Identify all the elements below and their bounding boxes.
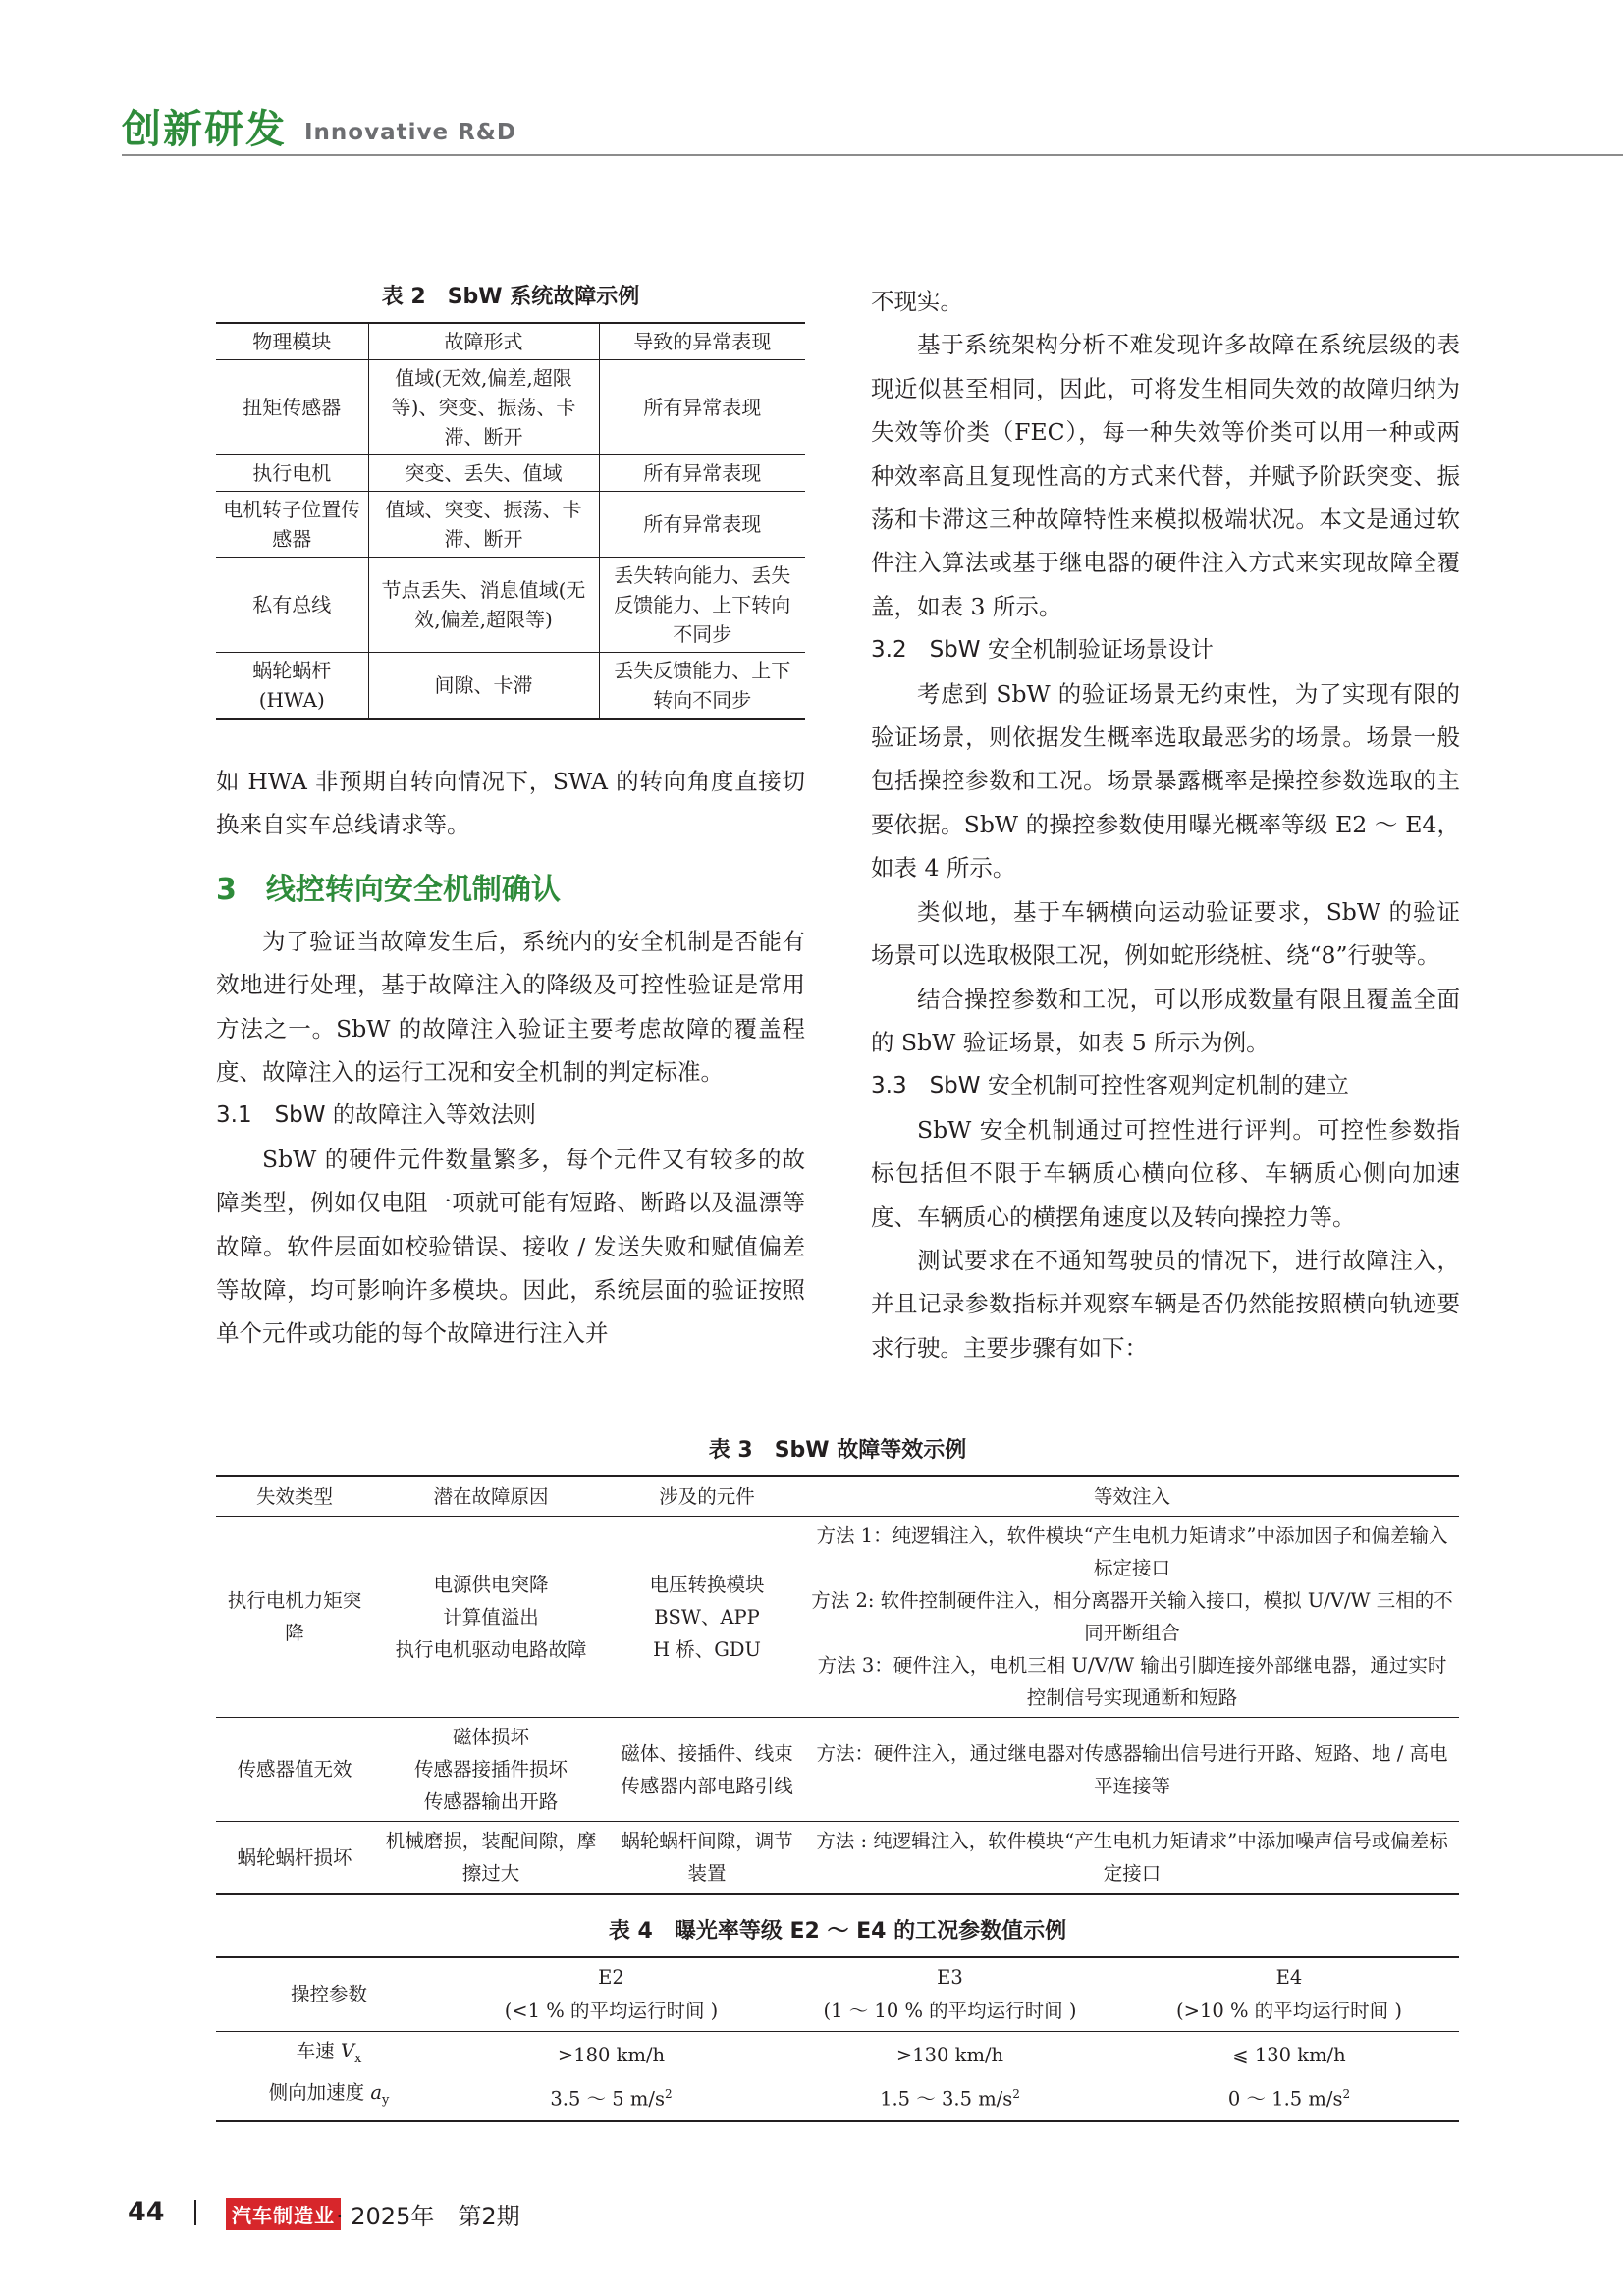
table-row: [216, 1822, 1459, 1895]
table-cell: 执行电机: [216, 455, 368, 492]
paragraph: 考虑到 SbW 的验证场景无约束性，为了实现有限的验证场景，则依据发生概率选取最恶劣的场景。场景一般包括操控参数和工况。场景暴露概率是操控参数选取的主要依据。SbW 的操控参数使用曝光概率等级 E2 ～ E4，如表 4 所示。: [871, 679, 1460, 882]
table4-header: [781, 1957, 1119, 2032]
section-subtitle: Innovative R&D: [304, 120, 516, 145]
level-name: E2: [598, 1966, 624, 1989]
table4-caption: 表 4 曝光率等级 E2 ～ E4 的工况参数值示例: [608, 1919, 1067, 1944]
paragraph: SbW 安全机制通过可控性进行评判。可控性参数指标包括但不限于车辆质心横向位移、车辆质心侧向加速度、车辆质心的横摆角速度以及转向操控力等。: [871, 1115, 1460, 1231]
param-label: 车速: [296, 2040, 341, 2062]
table-cell: [609, 1718, 805, 1822]
table2-header: 导致的异常表现: [599, 323, 805, 360]
level-desc: (<1 % 的平均运行时间 ): [504, 2000, 719, 2022]
method-line: 方法 1：纯逻辑注入，软件模块“产生电机力矩请求”中添加因子和偏差输入标定接口: [816, 1524, 1448, 1579]
table4: [216, 1956, 1459, 2122]
paragraph: 不现实。: [871, 288, 963, 315]
table-row: [216, 492, 805, 558]
paragraph: 结合操控参数和工况，可以形成数量有限且覆盖全面的 SbW 验证场景，如表 5 所示为例。: [871, 985, 1460, 1056]
part-line: 磁体、接插件、线束: [621, 1741, 793, 1765]
table-cell: [805, 1718, 1459, 1822]
table-cell: 值域(无效,偏差,超限等)、突变、振荡、卡滞、断开: [368, 360, 599, 455]
unit-sup: 2: [664, 2087, 673, 2102]
level-name: E3: [937, 1966, 963, 1989]
paragraph: 测试要求在不通知驾驶员的情况下，进行故障注入，并且记录参数指标并观察车辆是否仍然能按照横向轨迹要求行驶。主要步骤有如下：: [871, 1246, 1460, 1362]
table-cell: [781, 2076, 1119, 2121]
table2: [216, 322, 805, 720]
param-symbol: a: [370, 2080, 382, 2104]
paragraph: 为了验证当故障发生后，系统内的安全机制是否能有效地进行处理，基于故障注入的降级及可控性验证是常用方法之一。SbW 的故障注入验证主要考虑故障的覆盖程度、故障注入的运行工况和安全机制的判定标准。: [216, 927, 805, 1087]
table-cell: 私有总线: [216, 558, 368, 653]
cause-line: 传感器接插件损坏: [413, 1758, 568, 1781]
footer-divider: [194, 2200, 196, 2225]
table-row: [216, 2076, 1459, 2121]
table-cell: 传感器值无效: [216, 1718, 373, 1822]
table3-caption: 表 3 SbW 故障等效示例: [708, 1438, 967, 1463]
unit-sup: 2: [1012, 2087, 1020, 2102]
page-number: 44: [128, 2197, 165, 2227]
table3-header: 涉及的元件: [609, 1476, 805, 1517]
table-cell: [609, 1517, 805, 1718]
paragraph: 基于系统架构分析不难发现许多故障在系统层级的表现近似甚至相同，因此，可将发生相同失效的故障归纳为失效等价类（FEC），每一种失效等价类可以用一种或两种效率高且复现性高的方式来代替，并赋予阶跃突变、振荡和卡滞这三种故障特性来模拟极端状况。本文是通过软件注入算法或基于继电器的硬件注入方式来实现故障全覆盖，如表 3 所示。: [871, 331, 1460, 620]
table-cell: ⩽ 130 km/h: [1232, 2043, 1346, 2066]
part-line: H 桥、GDU: [653, 1637, 761, 1661]
table-cell: 突变、丢失、值域: [368, 455, 599, 492]
level-desc: (>10 % 的平均运行时间 ): [1176, 2000, 1402, 2022]
table-cell: >180 km/h: [557, 2043, 666, 2066]
subsection-heading: 3.2 SbW 安全机制验证场景设计: [871, 637, 1214, 664]
table-cell: [805, 1517, 1459, 1718]
table-cell: 蜗轮蜗杆损坏: [216, 1822, 373, 1895]
cause-line: 执行电机驱动电路故障: [395, 1637, 587, 1661]
part-line: BSW、APP: [654, 1605, 760, 1629]
table-cell: 电机转子位置传感器: [216, 492, 368, 558]
table-cell: 扭矩传感器: [243, 396, 342, 419]
value: 0 ～ 1.5 m/s: [1227, 2087, 1343, 2110]
table4-header-row: [216, 1957, 1459, 2032]
table3-header: 等效注入: [805, 1476, 1459, 1517]
param-subscript: y: [381, 2092, 390, 2108]
table-cell: 间隙、卡滞: [368, 653, 599, 720]
header-divider: [122, 154, 1623, 156]
value: 3.5 ～ 5 m/s: [550, 2087, 665, 2110]
table-cell: [216, 2076, 442, 2121]
table2-header: 物理模块: [216, 323, 368, 360]
right-column: [871, 280, 1460, 1369]
table-cell: 执行电机力矩突降: [227, 1589, 362, 1644]
table-cell: 所有异常表现: [599, 492, 805, 558]
table-cell: [1119, 2076, 1459, 2121]
level-desc: (1 ～ 10 % 的平均运行时间 ): [823, 2000, 1077, 2022]
method-line: 方法 2: 软件控制硬件注入，相分离器开关输入接口，模拟 U/V/W 三相的不同开断组合: [811, 1589, 1453, 1644]
table-cell: [442, 2076, 781, 2121]
issue-info: · 2025年 第2期: [336, 2203, 520, 2230]
table-cell: >130 km/h: [895, 2043, 1004, 2066]
table-cell: 值域、突变、振荡、卡滞、断开: [368, 492, 599, 558]
table-cell: 节点丢失、消息值域(无效,偏差,超限等): [368, 558, 599, 653]
level-name: E4: [1275, 1966, 1303, 1989]
value: 1.5 ～ 3.5 m/s: [880, 2087, 1013, 2110]
table4-header: 操控参数: [216, 1957, 442, 2032]
table-row: [216, 360, 805, 455]
param-subscript: x: [353, 2051, 362, 2066]
table-row: [216, 2032, 1459, 2076]
subsection-heading: 3.1 SbW 的故障注入等效法则: [216, 1102, 536, 1129]
table-cell: 丢失转向能力、丢失反馈能力、上下转向不同步: [599, 558, 805, 653]
table3-header: 失效类型: [216, 1476, 373, 1517]
left-column: [216, 280, 805, 720]
part-line: 电压转换模块: [649, 1573, 765, 1596]
magazine-logo: 汽车制造业: [226, 2198, 341, 2230]
table2-caption: 表 2 SbW 系统故障示例: [381, 285, 640, 309]
method-line: 方法：硬件注入，通过继电器对传感器输出信号进行开路、短路、地 / 高电平连接等: [816, 1741, 1448, 1797]
cause-line: 电源供电突降: [433, 1573, 549, 1596]
part-line: 传感器内部电路引线: [621, 1774, 793, 1797]
table4-block: [216, 1914, 1459, 2122]
table-cell: [373, 1718, 609, 1822]
param-symbol: V: [340, 2040, 354, 2062]
subsection-heading: 3.3 SbW 安全机制可控性客观判定机制的建立: [871, 1073, 1349, 1099]
table-row: [216, 1718, 1459, 1822]
table-cell: 蜗轮蜗杆(HWA): [216, 653, 368, 720]
table3-header: 潜在故障原因: [373, 1476, 609, 1517]
table-cell: [216, 2032, 442, 2076]
table-cell: 蜗轮蜗杆间隙，调节装置: [609, 1822, 805, 1895]
left-text: [216, 760, 805, 1356]
cause-line: 磁体损坏: [452, 1726, 529, 1748]
table4-header: [1119, 1957, 1459, 2032]
table2-header: 故障形式: [368, 323, 599, 360]
table-cell: [373, 1517, 609, 1718]
cause-line: 计算值溢出: [443, 1605, 539, 1629]
method-line: 方法 3：硬件注入，电机三相 U/V/W 输出引脚连接外部继电器，通过实时控制信号实现通断和短路: [817, 1654, 1447, 1709]
table-row: [216, 653, 805, 720]
paragraph: 类似地，基于车辆横向运动验证要求，SbW 的验证场景可以选取极限工况，例如蛇形绕桩、绕“8”行驶等。: [871, 897, 1460, 970]
table-cell: 方法 : 纯逻辑注入，软件模块“产生电机力矩请求”中添加噪声信号或偏差标定接口: [805, 1822, 1459, 1895]
table-cell: 所有异常表现: [599, 455, 805, 492]
table-row: [216, 455, 805, 492]
section-heading: 3 线控转向安全机制确认: [216, 872, 561, 907]
cause-line: 传感器输出开路: [423, 1790, 559, 1813]
paragraph: 如 HWA 非预期自转向情况下，SWA 的转向角度直接切换来自实车总线请求等。: [216, 768, 805, 839]
table-cell: 机械磨损，装配间隙，摩擦过大: [373, 1822, 609, 1895]
table3-block: [216, 1433, 1459, 1895]
table2-header-row: [216, 323, 805, 360]
table4-header: [442, 1957, 781, 2032]
section-title: 创新研发: [122, 107, 287, 152]
param-label: 侧向加速度: [268, 2080, 371, 2104]
table-row: [216, 1517, 1459, 1718]
table-cell: 所有异常表现: [599, 360, 805, 455]
table3-header-row: [216, 1476, 1459, 1517]
table-cell: 丢失反馈能力、上下转向不同步: [599, 653, 805, 720]
table-row: [216, 558, 805, 653]
paragraph: SbW 的硬件元件数量繁多，每个元件又有较多的故障类型，例如仅电阻一项就可能有短路、断路以及温漂等故障。软件层面如校验错误、接收 / 发送失败和赋值偏差等故障，均可影响许多模块。因此，系统层面的验证按照单个元件或功能的每个故障进行注入并: [216, 1145, 805, 1348]
table3: [216, 1475, 1459, 1895]
unit-sup: 2: [1342, 2087, 1351, 2102]
